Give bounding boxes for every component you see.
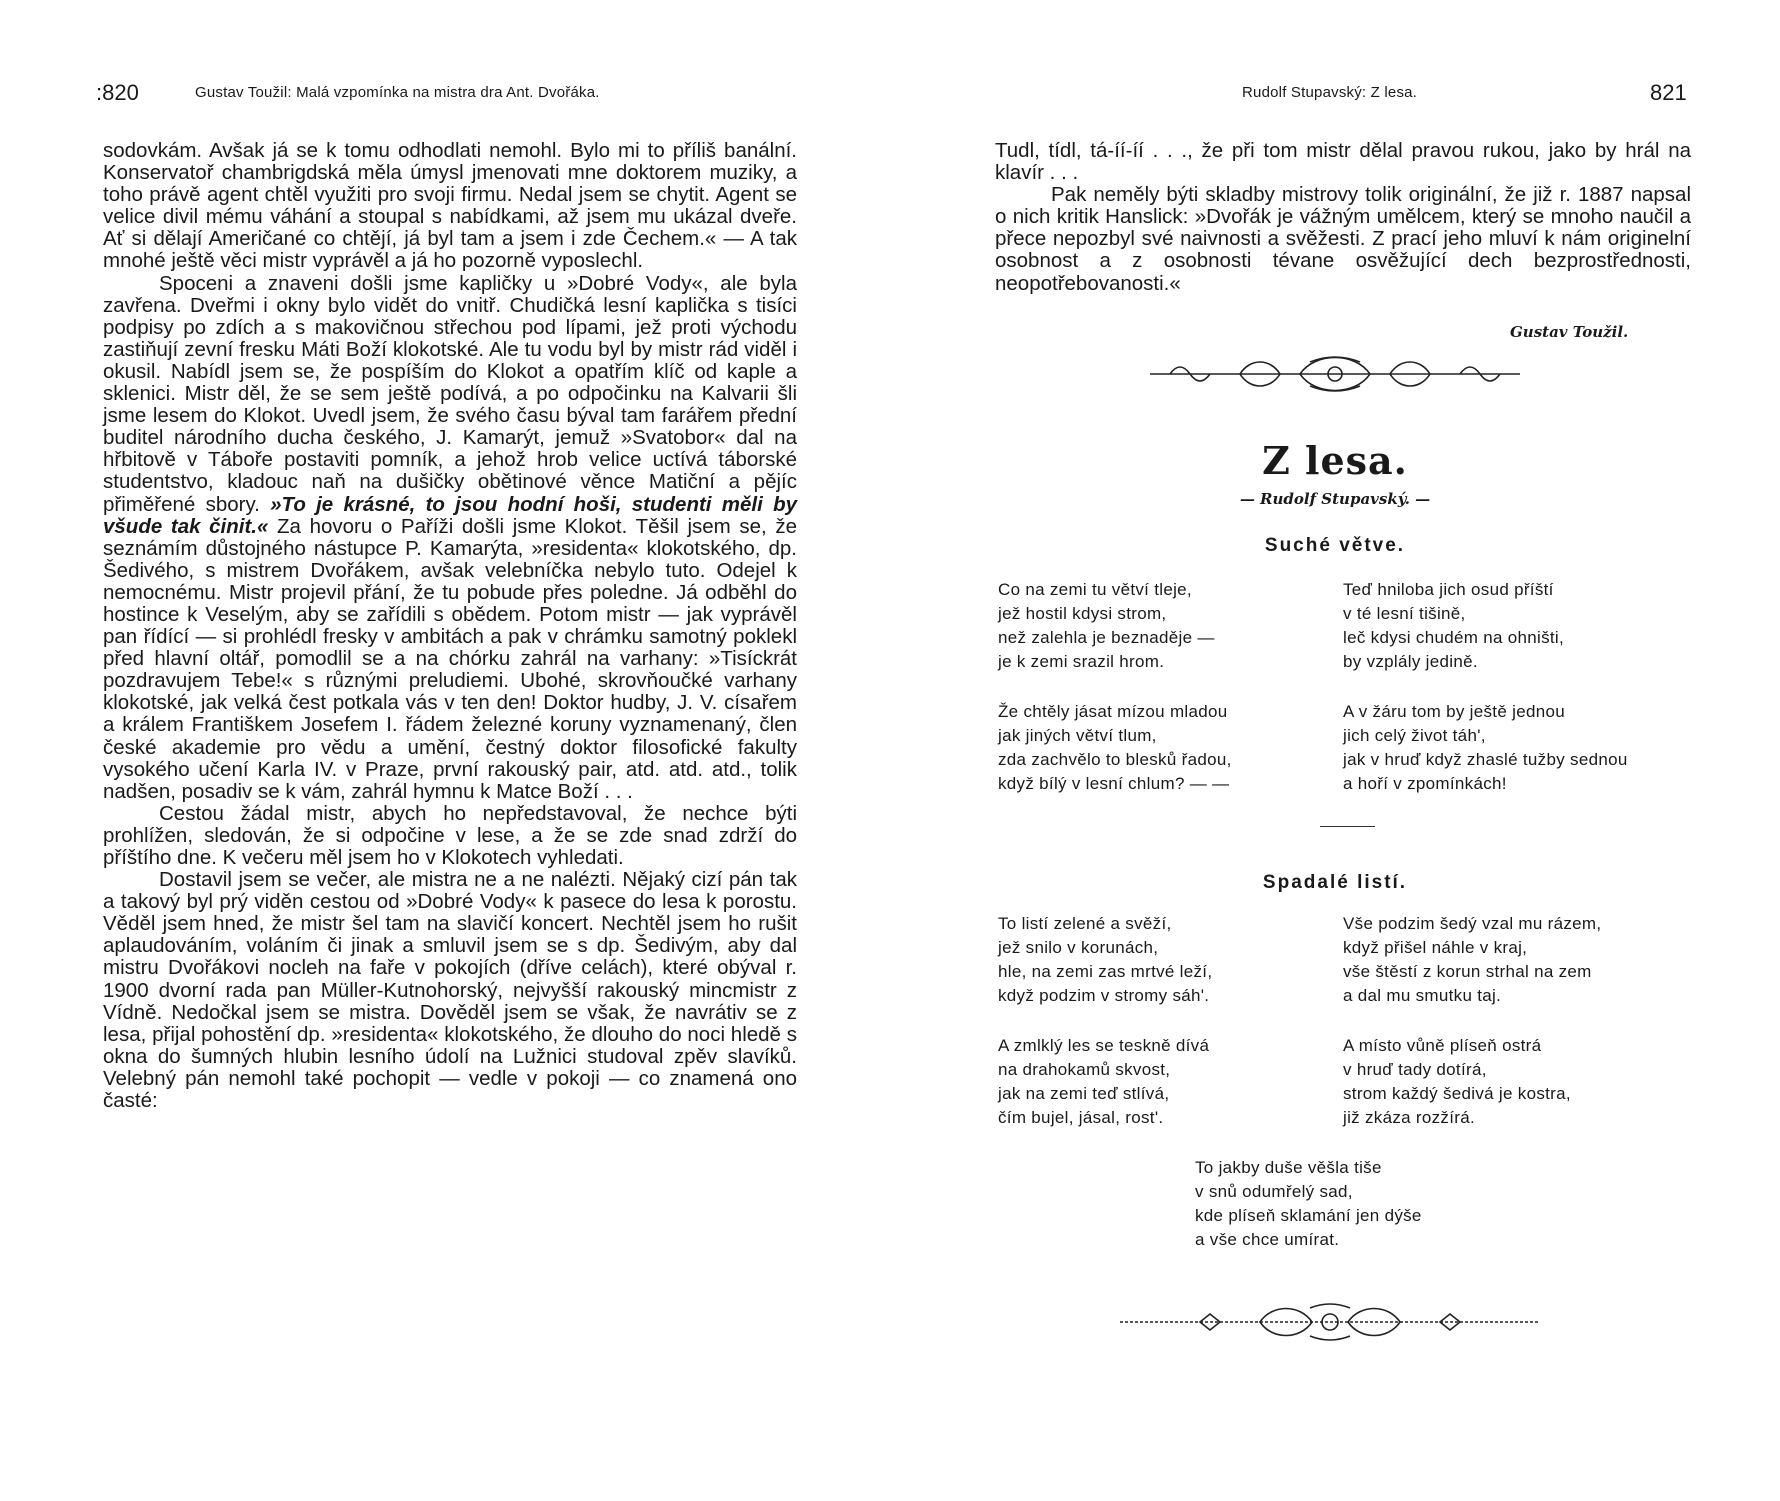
ornament-divider-top (1150, 352, 1520, 396)
verse-line: je k zemi srazil hrom. (998, 652, 1165, 671)
verse-line: A v žáru tom by ještě jednou (1343, 702, 1565, 721)
verse-line: jež hostil kdysi strom, (998, 604, 1167, 623)
verse-line: v snů odumřelý sad, (1195, 1182, 1353, 1201)
paragraph: Pak neměly býti skladby mistrovy tolik originální, že již r. 1887 napsal o nich kritik Hanslick: »Dvořák je vážným umělcem, který se mnoho naučil a přece nepozbyl své naivnosti a svěžesti. Z prací jeho mluví k nám originelní osobnost a z osobnosti tévane osvěžující dech bezprostřednosti, neopotřebovanosti.« (995, 183, 1691, 295)
verse-line: a dal mu smutku taj. (1343, 986, 1502, 1005)
signature: Gustav Toužil. (1510, 323, 1629, 341)
stanza (1343, 578, 1564, 674)
verse-line: A místo vůně plíseň ostrá (1343, 1036, 1542, 1055)
verse-line: když bílý v lesní chlum? — — (998, 774, 1230, 793)
verse-line: To jakby duše věšla tiše (1195, 1158, 1382, 1177)
article-body-left (103, 140, 797, 1112)
verse-line: kde plíseň sklamání jen dýše (1195, 1206, 1422, 1225)
italic-quote: »To je krásné, to jsou hodní hoši, studenti měli by všude tak činit.« (103, 492, 797, 538)
verse-line: Co na zemi tu větví tleje, (998, 580, 1192, 599)
verse-line: v té lesní tišině, (1343, 604, 1466, 623)
article-end-right (995, 140, 1691, 295)
verse-line: čím bujel, jásal, rost'. (998, 1108, 1164, 1127)
paragraph: Spoceni a znaveni došli jsme kapličky u »Dobré Vody«, ale byla zavřena. Dveřmi i okny bylo vidět do vnitř. Chudičká lesní kaplička s tisíci podpisy po zdích a s makovičnou střechou pod lípami, jež proti východu zastiňují zevní fresku Máti Boží klokotské. Ale tu vodu byl by mistr rád viděl i okusil. Nabídl jsem se, že pospíším do Klokot a opatřím klíč od kaple a sklenici. Mistr děl, že se sem ještě podívá, a po odpočinku na Kalvarii šli jsme lesem do Klokot. Uvedl jsem, že svého času býval tam farářem přední buditel národního ducha českého, J. Kamarýt, jemuž »Svatobor« dal na hřbitově v Táboře postaviti pomník, a jehož hrob velice uctívá táborské studentstvo, kladouc naň na dušičky obětinové věnce Matiční a pějíc přiměřené sbory. »To je krásné, to jsou hodní hoši, studenti měli by všude tak činit.« Za hovoru o Paříži došli jsme Klokot. Těšil jsem se, že seznámím důstojného nástupce P. Kamarýta, »residenta« klokotského, dp. Šedivého, s mistrem Dvořákem, avšak velebníčka nebylo tuto. Odejel k nemocnému. Mistr projevil přání, že tu pobude přes poledne. Já odběhl do hostince k Veselým, aby se zařídili s obědem. Potom mistr — jak vyprávěl pan řídící — si prohlédl fresky v ambitách a pak v chrámku samotný poklekl před hlavní oltář, pomodlil se a na chórku zahrál na varhany: »Tisíckrát pozdravujem Tebe!« s různými preludiemi. Ubohé, skrovňoučké varhany klokotské, jak velká čest potkala vás v ten den! Doktor hudby, J. V. císařem a králem Františkem Josefem I. řádem železné koruny vyznamenaný, člen české akademie pro vědu a umění, čestný doktor filosofické fakulty vysokého učení Karla IV. v Praze, první rakouský pair, atd. atd. atd., tolik nadšen, posadiv se k vám, zahrál hymnu k Matce Boží . . . (103, 271, 797, 803)
paragraph: Cestou žádal mistr, abych ho nepředstavoval, že nechce býti prohlížen, sledován, že si odpočine v lese, a že se zde snad zdrží do příštího dne. K večeru měl jsem ho v Klokotech vyhledati. (103, 801, 797, 869)
verse-line: a vše chce umírat. (1195, 1230, 1340, 1249)
verse-line: když podzim v stromy sáh'. (998, 986, 1210, 1005)
poem-title: Z lesa. (1262, 438, 1408, 483)
verse-line: Že chtěly jásat mízou mladou (998, 702, 1228, 721)
verse-line: v hruď tady dotírá, (1343, 1060, 1487, 1079)
running-head-left: Gustav Toužil: Malá vzpomínka na mistra dra Ant. Dvořáka. (195, 84, 600, 101)
verse-line: Teď hniloba jich osud příští (1343, 580, 1554, 599)
paragraph: sodovkám. Avšak já se k tomu odhodlati nemohl. Bylo mi to příliš banální. Konservatoř chambrigdská měla úmysl jmenovati mne doktorem muziky, a toho právě agent chtěl využiti pro svoji firmu. Nedal jsem se chytit. Agent se velice divil mému váhání a stoupal s nabídkami, až jsem mu ukázal dveře. Ať si dělají Američané co chtějí, já byl tam a jsem i zde Čechem.« — A tak mnohé ještě věci mistr vyprávěl a já ho pozorně vyposlechl. (103, 139, 797, 273)
running-head-right: Rudolf Stupavský: Z lesa. (1242, 84, 1418, 101)
verse-line: jež snilo v korunách, (998, 938, 1159, 957)
verse-line: když přišel náhle v kraj, (1343, 938, 1528, 957)
paragraph: Dostavil jsem se večer, ale mistra ne a ne nalézti. Nějaký cizí pán tak a takový byl prý viděn cestou od »Dobré Vody« k pasece do lesa k porostu. Věděl jsem hned, že mistr šel tam na slavičí koncert. Nechtěl jsem ho rušit aplaudováním, voláním či jinak a smluvil jsem se s dp. Šedivým, aby dal mistru Dvořákovi nocleh na faře v pokojích (dříve celách), které obýval r. 1900 dvorní rada pan Müller-Kutnohorský, nejvyšší rakouský mincmistr z Vídně. Nedočkal jsem se mistra. Dověděl jsem se však, že navrátiv se z lesa, přijal pohostění dp. »residenta« klokotského, že dlouho do noci hledě s okna do šumných hlubin lesního údolí na Lužnici studoval zpěv slavíků. Velebný pán nemohl také pochopit — vedle v pokoji — co znamená ono časté: (103, 868, 797, 1113)
stanza (1343, 912, 1601, 1008)
verse-line: hle, na zemi zas mrtvé leží, (998, 962, 1213, 981)
verse-line: jak na zemi teď stlívá, (998, 1084, 1170, 1103)
right-page (890, 0, 1780, 1501)
paragraph: Tudl, tídl, tá-íí-íí . . ., že při tom mistr dělal pravou rukou, jako by hrál na klavír . . . (995, 139, 1691, 185)
stanza (1195, 1156, 1422, 1252)
verse-line: A zmlklý les se teskně dívá (998, 1036, 1210, 1055)
verse-line: Vše podzim šedý vzal mu rázem, (1343, 914, 1602, 933)
page-number-right: 821 (1650, 80, 1687, 105)
ornament-divider-bottom (1120, 1302, 1540, 1342)
verse-line: strom každý šedivá je kostra, (1343, 1084, 1571, 1103)
stanza (1343, 1034, 1571, 1130)
verse-line: již zkáza rozžírá. (1343, 1108, 1475, 1127)
section-rule (1320, 826, 1375, 827)
verse-line: jak v hruď když zhaslé tužby sednou (1343, 750, 1628, 769)
stanza (998, 1034, 1209, 1130)
page-number-left: :820 (96, 80, 139, 105)
section-title-suche-vetve: Suché větve. (1264, 535, 1406, 556)
stanza (998, 912, 1212, 1008)
verse-line: na drahokamů skvost, (998, 1060, 1171, 1079)
verse-line: vše štěstí z korun strhal na zem (1343, 962, 1592, 981)
verse-line: zda zachvělo to blesků řadou, (998, 750, 1232, 769)
stanza (1343, 700, 1628, 796)
verse-line: To listí zelené a svěží, (998, 914, 1172, 933)
verse-line: leč kdysi chudém na ohništi, (1343, 628, 1565, 647)
poem-author: — Rudolf Stupavský. — (1239, 490, 1431, 508)
section-title-spadale-listi: Spadalé listí. (1262, 872, 1408, 893)
verse-line: jak jiných větví tlum, (998, 726, 1157, 745)
verse-line: by vzplály jedině. (1343, 652, 1478, 671)
verse-line: a hoří v zpomínkách! (1343, 774, 1507, 793)
verse-line: než zalehla je beznaděje — (998, 628, 1215, 647)
stanza (998, 700, 1232, 796)
verse-line: jich celý život táh', (1343, 726, 1486, 745)
stanza (998, 578, 1215, 674)
